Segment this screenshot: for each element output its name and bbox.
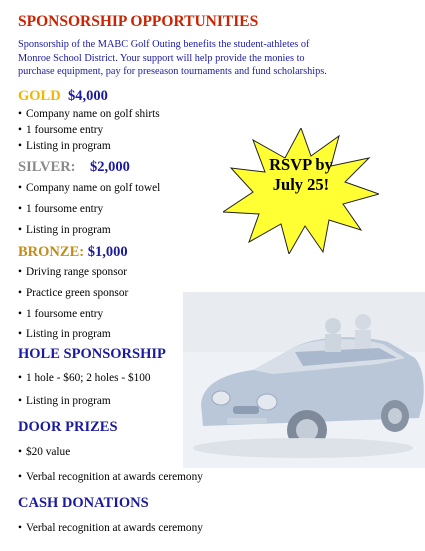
list-item: • 1 foursome entry xyxy=(18,203,103,215)
cash-heading: CASH DONATIONS xyxy=(18,495,149,511)
bronze-label: BRONZE xyxy=(18,244,80,260)
intro-line-1: Sponsorship of the MABC Golf Outing benefits the student-athletes of xyxy=(18,39,310,50)
door-heading: DOOR PRIZES xyxy=(18,419,118,435)
silver-price: $2,000 xyxy=(90,159,130,175)
hole-heading: HOLE SPONSORSHIP xyxy=(18,346,166,362)
list-item: • 1 foursome entry xyxy=(18,308,103,320)
list-item: • Practice green sponsor xyxy=(18,287,128,299)
list-item: • Listing in program xyxy=(18,224,111,236)
intro-line-3: purchase equipment, pay for preseason tournaments and fund scholarships. xyxy=(18,66,327,77)
list-item: • $20 value xyxy=(18,446,70,458)
list-item: • Verbal recognition at awards ceremony xyxy=(18,471,203,483)
car-image xyxy=(183,292,425,468)
list-item: • Verbal recognition at awards ceremony xyxy=(18,522,203,534)
list-item: • Company name on golf towel xyxy=(18,182,160,194)
intro-text xyxy=(18,38,418,79)
list-item: • Listing in program xyxy=(18,140,111,152)
list-item: • Company name on golf shirts xyxy=(18,108,160,120)
silver-label: SILVER: xyxy=(18,159,76,175)
bronze-heading xyxy=(18,244,128,261)
silver-heading xyxy=(18,159,130,176)
list-item: • Listing in program xyxy=(18,328,111,340)
gold-price: $4,000 xyxy=(67,88,108,104)
page-title: SPONSORSHIP OPPORTUNITIES xyxy=(18,13,259,30)
rsvp-line1: RSVP by xyxy=(269,155,333,174)
bronze-price: $1,000 xyxy=(87,244,128,260)
bronze-separator: : xyxy=(79,244,85,260)
intro-line-2: Monroe School District. Your support will help provide the monies to xyxy=(18,52,305,64)
list-item: • Listing in program xyxy=(18,395,111,407)
rsvp-line2: July 25! xyxy=(272,175,330,194)
rsvp-text xyxy=(223,155,379,195)
gold-heading xyxy=(18,88,108,105)
list-item: • 1 hole - $60; 2 holes - $100 xyxy=(18,372,151,384)
list-item: • 1 foursome entry xyxy=(18,124,103,136)
list-item: • Driving range sponsor xyxy=(18,266,127,278)
gold-label: GOLD xyxy=(18,88,61,104)
